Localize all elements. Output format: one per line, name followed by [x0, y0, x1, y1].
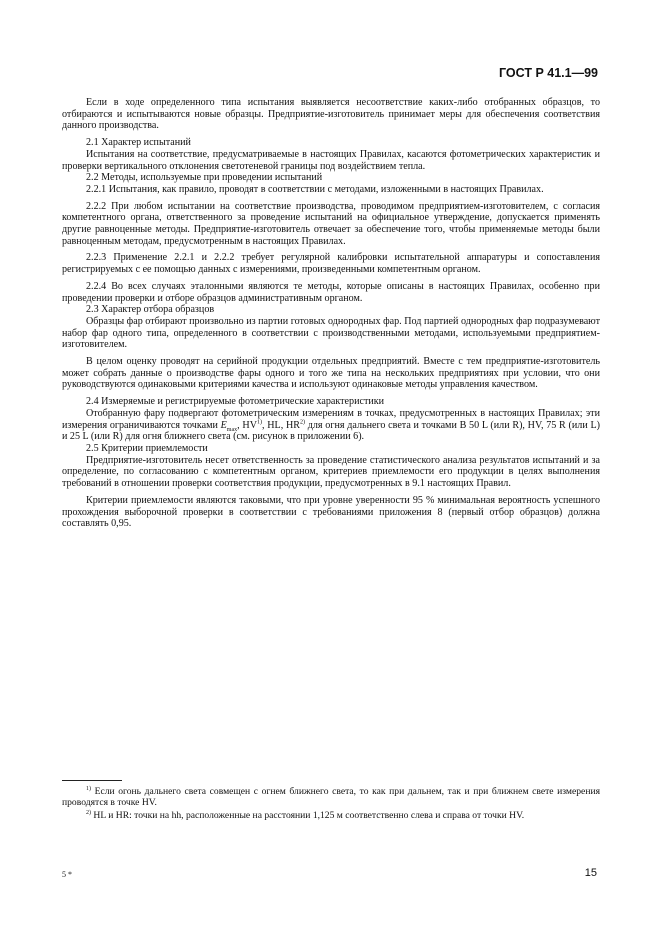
footnote-1: $^{1)}$ Если огонь дальнего света совмещен с огнем ближнего света, то как при дальнем, так и при ближнем свете измерения проводятся в точке HV. [62, 785, 600, 809]
heading-2-4: 2.4 Измеряемые и регистрируемые фотометрические характеристики [86, 396, 385, 408]
heading-2-3: 2.3 Характер отбора образцов [86, 304, 215, 316]
heading-2-1: 2.1 Характер испытаний [86, 137, 191, 149]
footnote-divider [62, 780, 122, 781]
heading-2-2: 2.2 Методы, используемые при проведении испытаний [86, 172, 323, 184]
paragraph-2-5-a: Предприятие-изготовитель несет ответственность за проведение статистического анализа результатов испытаний и за определение, по согласованию с компетентным органом, критериев приемлемости его продукции в целях выполнения требований в отношении проверки соответствия продукции, предусмотренных в 9.1 настоящих Правил. [62, 454, 600, 490]
page-number: 15 [584, 867, 597, 879]
paragraph-2-2-1: 2.2.1 Испытания, как правило, проводят в соответствии с методами, изложенными в настоящих Правилах. [86, 183, 544, 195]
sheet-signature: 5 * [62, 870, 72, 879]
paragraph-intro: Если в ходе определенного типа испытания выявляется несоответствие каких-либо отобранных образцов, то отбираются и испытываются новые образцы. Предприятие-изготовитель принимает меры для обеспечения соответствия данного производства. [62, 97, 600, 132]
paragraph-2-2-4: 2.2.4 Во всех случаях эталонными являются те методы, которые описаны в настоящих Правилах, особенно при проведении проверки и отборе образцов административным органом. [62, 280, 600, 304]
document-code: ГОСТ Р 41.1—99 [498, 66, 598, 80]
heading-2-5: 2.5 Критерии приемлемости [86, 442, 208, 454]
paragraph-2-4: Отобранную фару подвергают фотометрическим измерениям в точках, предусмотренных в настоящих Правилах; эти измерения ограничиваются точками $E_{max}$, HV$^{1)}$, HL, HR$^{2)}$ для огня дальнего света и точками B 50 L (или R), HV, 75 R (или L) и 25 L (или R) для огня ближнего света (см. рисунок в приложении 6). [62, 407, 600, 443]
paragraph-2-1: Испытания на соответствие, предусматриваемые в настоящих Правилах, касаются фотометрических характеристик и проверки вертикального отклонения светотеневой границы под воздействием тепла. [62, 148, 600, 172]
paragraph-2-2-3: 2.2.3 Применение 2.2.1 и 2.2.2 требует регулярной калибровки испытательной аппаратуры и сопоставления регистрируемых с ее помощью данных с измерениями, произведенными компетентным органом. [62, 252, 600, 276]
footnotes [62, 786, 600, 824]
paragraph-2-2-2: 2.2.2 При любом испытании на соответствие производства, проводимом предприятием-изготовителем, с согласия компетентного органа, ответственного за проведение испытаний на официальное утверждение, допускается применять другие равноценные методы. Предприятие-изготовитель отвечает за обеспечение того, чтобы применяемые методы были равноценным методам, предусмотренным в настоящих Правилах. [62, 200, 600, 247]
paragraph-2-3-b: В целом оценку проводят на серийной продукции отдельных предприятий. Вместе с тем предприятие-изготовитель может собрать данные о производстве фары одного и того же типа на нескольких предприятиях при условии, что они руководствуются одинаковыми критериями качества и используют одинаковые методы управления качеством. [62, 356, 600, 391]
paragraph-2-5-b: Критерии приемлемости являются таковыми, что при уровне уверенности 95 % минимальная вероятность успешного прохождения выборочной проверки в соответствии с требованиями приложения 8 (первый отбор образцов) должна составлять 0,95. [62, 494, 600, 530]
footnote-2: $^{2)}$ HL и HR: точки на hh, расположенные на расстоянии 1,125 м соответственно слева и справа от точки HV. [86, 810, 525, 822]
body-text [62, 97, 600, 530]
footnote-ref-2: 2) [299, 419, 305, 426]
footnote-ref-1: 1) [256, 419, 262, 426]
paragraph-2-3-a: Образцы фар отбирают произвольно из партии готовых однородных фар. Под партией однородных фар подразумевают набор фар одного типа, определенного в соответствии с производственными методами, используемыми предприятием-изготовителем. [62, 315, 600, 351]
